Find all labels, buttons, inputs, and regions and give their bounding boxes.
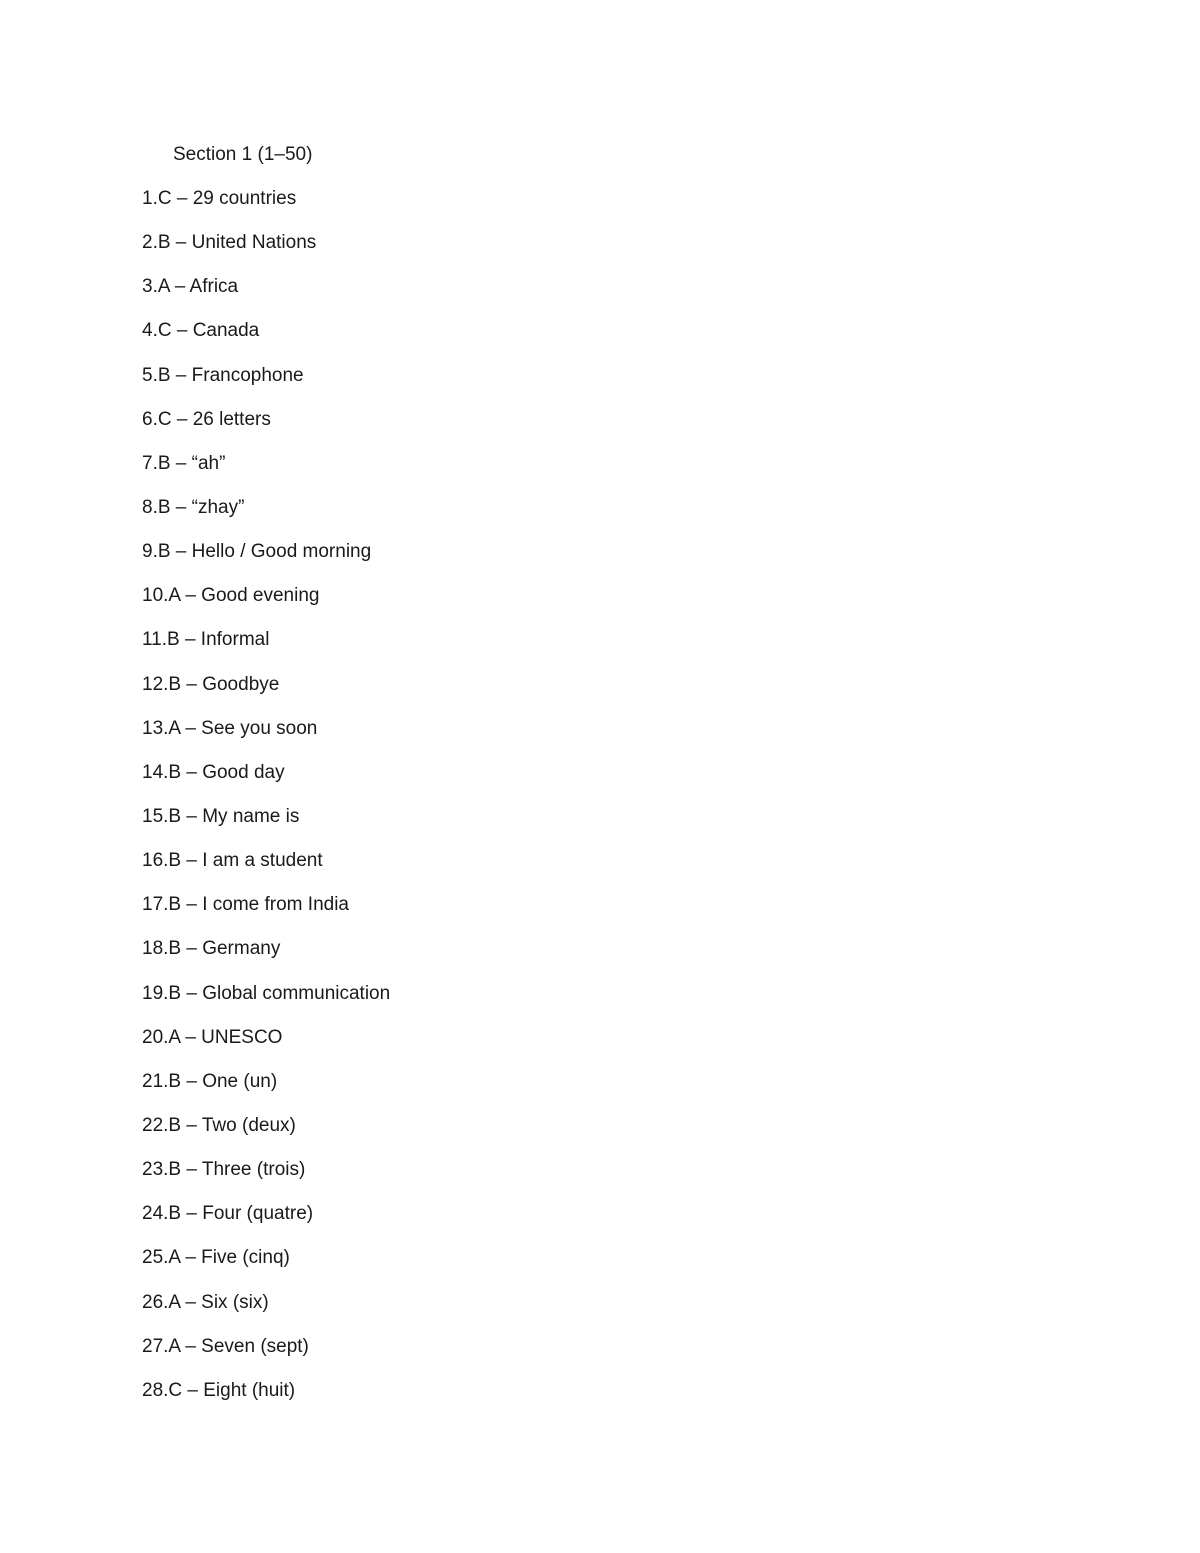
answer-item: 3.A – Africa [142, 276, 239, 298]
answer-item: 13.A – See you soon [142, 717, 318, 739]
answer-item: 1.C – 29 countries [142, 188, 297, 209]
answer-item: 14.B – Good day [142, 761, 285, 783]
answer-item: 15.B – My name is [142, 805, 300, 827]
answer-item: 23.B – Three (trois) [142, 1159, 306, 1181]
answer-item: 18.B – Germany [142, 938, 281, 960]
answer-item: 25.A – Five (cinq) [142, 1247, 290, 1269]
answer-item: 17.B – I come from India [142, 894, 349, 916]
answer-item: 8.B – “zhay” [142, 496, 245, 518]
answer-item: 22.B – Two (deux) [142, 1114, 296, 1136]
answer-item: 7.B – “ah” [142, 452, 226, 474]
answer-item: 26.A – Six (six) [142, 1291, 269, 1313]
answer-item: 4.C – Canada [142, 320, 260, 342]
answer-item: 9.B – Hello / Good morning [142, 541, 372, 563]
answer-item: 11.B – Informal [142, 629, 270, 651]
answer-item: 6.C – 26 letters [142, 408, 271, 430]
answer-item: 10.A – Good evening [142, 585, 320, 607]
answer-item: 21.B – One (un) [142, 1070, 278, 1092]
answer-item: 12.B – Goodbye [142, 673, 280, 695]
answer-item: 28.C – Eight (huit) [142, 1379, 296, 1401]
answer-item: 20.A – UNESCO [142, 1026, 283, 1048]
answer-item: 5.B – Francophone [142, 364, 304, 386]
answer-item: 2.B – United Nations [142, 232, 317, 254]
answer-item: 24.B – Four (quatre) [142, 1203, 314, 1225]
answer-item: 19.B – Global communication [142, 982, 391, 1004]
answer-item: 16.B – I am a student [142, 850, 323, 872]
answer-list [142, 187, 390, 1423]
section-heading: Section 1 (1–50) [173, 144, 313, 165]
answer-item: 27.A – Seven (sept) [142, 1335, 309, 1357]
